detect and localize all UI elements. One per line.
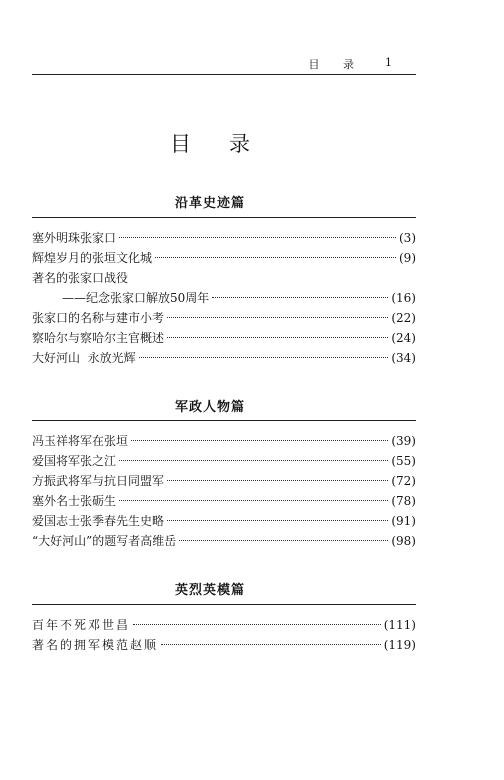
- toc-title: 目录: [170, 132, 288, 156]
- toc-entry[interactable]: [32, 348, 416, 368]
- toc-entry[interactable]: [32, 431, 416, 451]
- toc-entry-page: (72): [391, 474, 416, 488]
- dot-leader: [155, 257, 396, 258]
- toc-entry-title: 著名的拥军模范赵顺: [32, 638, 159, 652]
- toc-entry[interactable]: [32, 248, 416, 268]
- toc-entry[interactable]: [32, 491, 416, 511]
- header-rule: [32, 74, 416, 75]
- section-title-heroes: 英烈英模篇: [174, 583, 245, 598]
- running-header: [32, 56, 416, 74]
- toc-entry-page: (34): [391, 351, 416, 365]
- toc-entry-title: 塞外名士张砺生: [32, 494, 117, 508]
- toc-entry-title: 塞外明珠张家口: [32, 231, 117, 245]
- toc-entry[interactable]: [32, 328, 416, 348]
- section-title-military: 军政人物篇: [174, 400, 245, 415]
- dot-leader: [212, 297, 388, 298]
- toc-entry[interactable]: [32, 635, 416, 655]
- dot-leader: [167, 520, 388, 521]
- toc-entry[interactable]: [32, 228, 416, 248]
- dot-leader: [133, 624, 381, 625]
- dot-leader: [131, 440, 388, 441]
- toc-entry[interactable]: [32, 268, 416, 288]
- dot-leader: [139, 357, 389, 358]
- toc-entry-title: 方振武将军与抗日同盟军: [32, 474, 165, 488]
- toc-entry[interactable]: [32, 308, 416, 328]
- toc-entry-title: 冯玉祥将军在张垣: [32, 434, 129, 448]
- dot-leader: [167, 317, 388, 318]
- toc-entry-title: 张家口的名称与建市小考: [32, 311, 165, 325]
- dot-leader: [161, 644, 381, 645]
- page-number: 1: [385, 56, 392, 69]
- toc-entry[interactable]: [32, 531, 416, 551]
- toc-entry[interactable]: [32, 511, 416, 531]
- toc-entry-page: (22): [391, 311, 416, 325]
- dot-leader: [119, 460, 388, 461]
- dot-leader: [179, 540, 388, 541]
- toc-entry-title: 爱国志士张季春先生史略: [32, 514, 165, 528]
- toc-entry-page: (16): [391, 291, 416, 305]
- dot-leader: [119, 500, 388, 501]
- toc-entry-title: “大好河山”的题写者高维岳: [32, 534, 177, 548]
- toc-entry-page: (98): [391, 534, 416, 548]
- toc-entry[interactable]: [32, 451, 416, 471]
- toc-entry-page: (55): [391, 454, 416, 468]
- section-title-history: 沿革史迹篇: [174, 196, 245, 211]
- toc-entry-page: (24): [391, 331, 416, 345]
- toc-entry-page: (3): [399, 231, 416, 245]
- toc-entry-subtitle[interactable]: [32, 288, 416, 308]
- toc-entry-title: 辉煌岁月的张垣文化城: [32, 251, 153, 265]
- dot-leader: [119, 237, 396, 238]
- toc-entry-page: (78): [391, 494, 416, 508]
- running-header-title: 目 录: [308, 58, 364, 71]
- toc-entry-title: 大好河山 永放光辉: [32, 351, 136, 365]
- toc-entry[interactable]: [32, 471, 416, 491]
- toc-entry-title: 察哈尔与察哈尔主官概述: [32, 331, 165, 345]
- toc-entry[interactable]: [32, 615, 416, 635]
- toc-entry-title: ——纪念张家口解放50周年: [62, 291, 210, 305]
- section-rule: [32, 604, 416, 605]
- toc-entry-page: (111): [383, 618, 416, 632]
- toc-entry-title: 爱国将军张之江: [32, 454, 117, 468]
- dot-leader: [167, 480, 388, 481]
- toc-entry-page: (39): [391, 434, 416, 448]
- section-rule: [32, 217, 416, 218]
- toc-entry-title: 百年不死邓世昌: [32, 618, 131, 632]
- toc-entry-page: (9): [399, 251, 416, 265]
- toc-entry-title: 著名的张家口战役: [32, 271, 129, 285]
- toc-entry-page: (119): [383, 638, 416, 652]
- dot-leader: [167, 337, 388, 338]
- section-rule: [32, 420, 416, 421]
- toc-entry-page: (91): [391, 514, 416, 528]
